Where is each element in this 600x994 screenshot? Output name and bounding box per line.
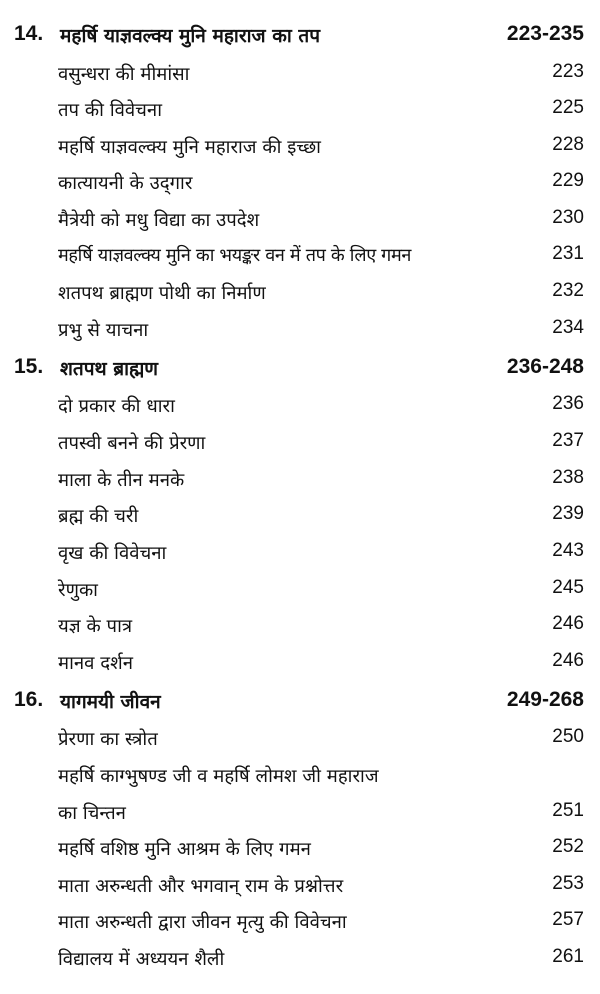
entry-page: 246 (552, 613, 584, 634)
chapter-page-range: 223-235 (506, 22, 584, 45)
chapter-heading (0, 684, 600, 718)
entry-page: 228 (552, 134, 584, 155)
entry-title: महर्षि वशिष्ठ मुनि आश्रम के लिए गमन (58, 839, 311, 860)
entry-page: 234 (552, 317, 584, 338)
entry-title: वृख की विवेचना (58, 543, 167, 564)
chapter-title: महर्षि याज्ञवल्क्य मुनि महाराज का तप (60, 25, 320, 47)
toc-entry (0, 720, 600, 756)
entry-title: शतपथ ब्राह्मण पोथी का निर्माण (58, 283, 266, 304)
toc-entry (0, 757, 600, 793)
toc-entry (0, 461, 600, 497)
entry-title: वसुन्धरा की मीमांसा (58, 64, 190, 85)
entry-title: दो प्रकार की धारा (58, 396, 175, 417)
toc-entry (0, 940, 600, 976)
entry-page: 252 (552, 836, 584, 857)
entry-page: 232 (552, 280, 584, 301)
entry-title: महर्षि याज्ञवल्क्य मुनि का भयङ्कर वन में तप के लिए गमन (58, 245, 412, 266)
chapter-number: 14. (14, 22, 44, 45)
entry-page: 223 (552, 61, 584, 82)
entry-page: 231 (552, 243, 584, 264)
entry-page: 230 (552, 207, 584, 228)
toc-entry (0, 201, 600, 237)
entry-page: 238 (552, 467, 584, 488)
toc-entry (0, 55, 600, 91)
entry-page: 253 (552, 873, 584, 894)
entry-title: माता अरुन्धती और भगवान् राम के प्रश्नोत्तर (58, 876, 344, 897)
entry-page: 237 (552, 430, 584, 451)
toc-entry (0, 164, 600, 200)
entry-title: मैत्रेयी को मधु विद्या का उपदेश (58, 210, 260, 231)
toc-entry (0, 830, 600, 866)
entry-page: 229 (552, 170, 584, 191)
entry-page: 251 (552, 800, 584, 821)
entry-page: 245 (552, 577, 584, 598)
toc-entry (0, 571, 600, 607)
entry-title: विद्यालय में अध्ययन शैली (58, 949, 225, 970)
entry-title: ब्रह्म की चरी (58, 506, 139, 527)
toc-entry (0, 644, 600, 680)
entry-page: 261 (552, 946, 584, 967)
entry-title: माला के तीन मनके (58, 470, 185, 491)
chapter-heading (0, 351, 600, 385)
entry-page: 225 (552, 97, 584, 118)
toc-entry (0, 237, 600, 273)
toc-entry (0, 128, 600, 164)
entry-title: महर्षि काग्भुषण्ड जी व महर्षि लोमश जी महाराज (58, 766, 379, 787)
entry-title: महर्षि याज्ञवल्क्य मुनि महाराज की इच्छा (58, 137, 321, 158)
entry-page: 236 (552, 393, 584, 414)
chapter-page-range: 249-268 (506, 688, 584, 711)
toc-entry (0, 607, 600, 643)
toc-entry (0, 867, 600, 903)
toc-entry (0, 424, 600, 460)
chapter-page-range: 236-248 (506, 355, 584, 378)
entry-title: तप की विवेचना (58, 100, 162, 121)
toc-entry (0, 311, 600, 347)
toc-entry (0, 903, 600, 939)
toc-entry (0, 497, 600, 533)
entry-title: प्रेरणा का स्त्रोत (58, 729, 158, 750)
entry-title: रेणुका (58, 580, 98, 601)
entry-title: प्रभु से याचना (58, 320, 149, 341)
entry-page: 246 (552, 650, 584, 671)
toc-entry (0, 534, 600, 570)
toc-entry (0, 387, 600, 423)
chapter-number: 15. (14, 355, 44, 378)
entry-title: तपस्वी बनने की प्रेरणा (58, 433, 206, 454)
chapter-title: शतपथ ब्राह्मण (60, 358, 159, 380)
entry-title: यज्ञ के पात्र (58, 616, 133, 637)
entry-title: कात्यायनी के उद्‌गार (58, 173, 193, 194)
entry-title: माता अरुन्धती द्वारा जीवन मृत्यु की विवेचना (58, 912, 347, 933)
entry-page: 250 (552, 726, 584, 747)
entry-page: 243 (552, 540, 584, 561)
entry-page: 239 (552, 503, 584, 524)
toc-entry (0, 794, 600, 830)
chapter-number: 16. (14, 688, 44, 711)
chapter-title: यागमयी जीवन (60, 691, 161, 713)
toc-entry (0, 91, 600, 127)
chapter-heading (0, 18, 600, 52)
entry-title: मानव दर्शन (58, 653, 133, 674)
entry-page: 257 (552, 909, 584, 930)
toc-entry (0, 274, 600, 310)
entry-title: का चिन्तन (58, 803, 126, 824)
